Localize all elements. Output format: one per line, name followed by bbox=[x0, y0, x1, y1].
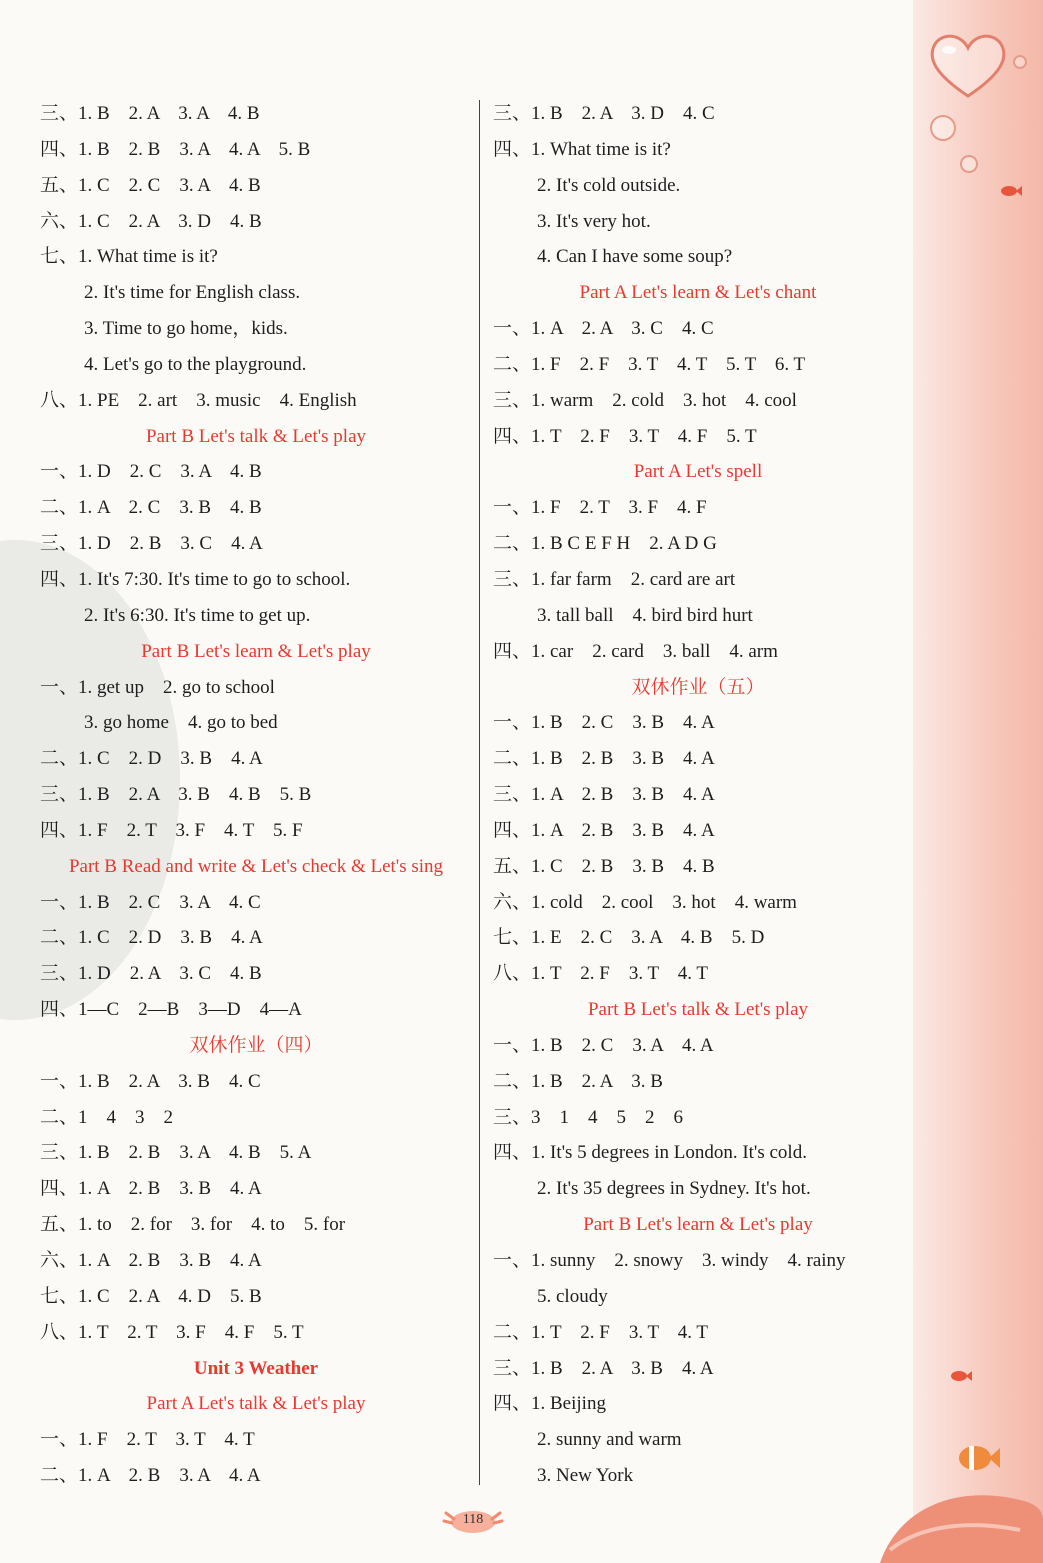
answer-line: 3. go home 4. go to bed bbox=[84, 712, 278, 734]
answer-line: 一、1. B 2. C 3. B 4. A bbox=[493, 712, 715, 734]
answer-line: 三、1. B 2. A 3. A 4. B bbox=[40, 103, 260, 124]
answer-line: 四、1. A 2. B 3. B 4. A bbox=[40, 1178, 262, 1200]
answer-line: 七、1. E 2. C 3. A 4. B 5. D bbox=[493, 927, 765, 949]
answer-line: 四、1. B 2. B 3. A 4. A 5. B bbox=[40, 138, 311, 160]
section-heading: 双休作业（五） bbox=[631, 676, 765, 698]
answer-line: 七、1. What time is it? bbox=[40, 246, 218, 268]
fish-icon bbox=[950, 1370, 972, 1382]
answer-line: 一、1. B 2. C 3. A 4. A bbox=[493, 1034, 714, 1056]
answer-line: 二、1. B 2. B 3. B 4. A bbox=[493, 748, 715, 770]
answer-line: 3. tall ball 4. bird bird hurt bbox=[537, 604, 753, 626]
answer-line: 四、1. It's 5 degrees in London. It's cold. bbox=[493, 1142, 807, 1164]
answer-line: 五、1. to 2. for 3. for 4. to 5. for bbox=[40, 1214, 346, 1236]
answer-line: 三、1. warm 2. cold 3. hot 4. cool bbox=[493, 389, 797, 411]
answer-line: 二、1. A 2. B 3. A 4. A bbox=[40, 1465, 261, 1487]
section-heading: Part B Let's talk & Let's play bbox=[145, 425, 367, 447]
answer-line: 一、1. B 2. A 3. B 4. C bbox=[40, 1070, 261, 1092]
answer-line: 四、1. F 2. T 3. F 4. T 5. F bbox=[40, 819, 303, 841]
answer-line: 八、1. T 2. F 3. T 4. T bbox=[493, 963, 709, 985]
section-heading: Part B Let's learn & Let's play bbox=[583, 1214, 813, 1236]
answer-line: 四、1. It's 7:30. It's time to go to school. bbox=[40, 568, 351, 590]
answer-line: 四、1—C 2—B 3—D 4—A bbox=[40, 999, 302, 1021]
answer-line: 七、1. C 2. A 4. D 5. B bbox=[40, 1285, 262, 1307]
answer-line: 五、1. C 2. B 3. B 4. B bbox=[493, 855, 715, 877]
section-heading: Part B Let's learn & Let's play bbox=[141, 640, 371, 662]
answer-line: 二、1 4 3 2 bbox=[40, 1106, 174, 1128]
answer-line: 3. New York bbox=[537, 1465, 634, 1487]
fish-icon bbox=[1000, 185, 1022, 197]
answer-line: 一、1. sunny 2. snowy 3. windy 4. rainy bbox=[493, 1250, 846, 1271]
answer-line: 二、1. T 2. F 3. T 4. T bbox=[493, 1321, 709, 1343]
page-number-badge bbox=[440, 1505, 506, 1535]
heart-bubble-icon bbox=[925, 30, 1011, 100]
section-heading: Part B Let's talk & Let's play bbox=[587, 999, 809, 1021]
answer-line: 2. It's cold outside. bbox=[537, 174, 681, 196]
answer-line: 四、1. What time is it? bbox=[493, 138, 671, 160]
section-heading: 双休作业（四） bbox=[189, 1034, 323, 1056]
answer-line: 六、1. A 2. B 3. B 4. A bbox=[40, 1250, 262, 1271]
answer-line: 三、1. far farm 2. card are art bbox=[493, 568, 736, 590]
answer-line: 4. Can I have some soup? bbox=[537, 246, 733, 268]
answer-line: 5. cloudy bbox=[537, 1285, 608, 1307]
page-number: 118 bbox=[462, 1512, 484, 1527]
answer-line: 二、1. F 2. F 3. T 4. T 5. T 6. T bbox=[493, 353, 806, 375]
answer-line: 四、1. Beijing bbox=[493, 1393, 606, 1415]
answer-line: 2. It's time for English class. bbox=[84, 282, 301, 304]
answer-line: 一、1. D 2. C 3. A 4. B bbox=[40, 461, 262, 483]
answer-line: 三、3 1 4 5 2 6 bbox=[493, 1106, 684, 1128]
bubble-icon bbox=[960, 155, 978, 173]
answer-line: 三、1. B 2. A 3. D 4. C bbox=[493, 103, 715, 124]
answer-column-right bbox=[493, 96, 903, 1494]
answer-line: 3. Time to go home，kids. bbox=[84, 318, 288, 340]
answer-line: 四、1. A 2. B 3. B 4. A bbox=[493, 819, 715, 841]
answer-line: 三、1. B 2. A 3. B 4. B 5. B bbox=[40, 784, 312, 806]
answer-line: 二、1. B C E F H 2. A D G bbox=[493, 533, 717, 555]
answer-line: 二、1. A 2. C 3. B 4. B bbox=[40, 497, 262, 519]
bubble-icon bbox=[930, 115, 956, 141]
section-heading: Part B Read and write & Let's check & Let's sing bbox=[68, 855, 444, 877]
answer-line: 一、1. A 2. A 3. C 4. C bbox=[493, 318, 714, 340]
answer-line: 四、1. car 2. card 3. ball 4. arm bbox=[493, 640, 778, 662]
answer-line: 三、1. D 2. B 3. C 4. A bbox=[40, 533, 263, 555]
answer-line: 三、1. B 2. A 3. B 4. A bbox=[493, 1357, 714, 1379]
answer-line: 一、1. B 2. C 3. A 4. C bbox=[40, 891, 261, 913]
answer-line: 一、1. F 2. T 3. F 4. F bbox=[493, 497, 707, 519]
answer-line: 五、1. C 2. C 3. A 4. B bbox=[40, 174, 261, 196]
section-heading: Part A Let's talk & Let's play bbox=[146, 1393, 366, 1415]
answer-line: 2. It's 35 degrees in Sydney. It's hot. bbox=[537, 1178, 811, 1200]
answer-line: 三、1. B 2. B 3. A 4. B 5. A bbox=[40, 1142, 312, 1164]
answer-line: 2. sunny and warm bbox=[537, 1429, 682, 1451]
answer-line: 三、1. A 2. B 3. B 4. A bbox=[493, 784, 715, 806]
decorative-side-band bbox=[913, 0, 1043, 1563]
answer-line: 4. Let's go to the playground. bbox=[84, 353, 307, 375]
bubble-icon bbox=[1013, 55, 1027, 69]
answer-line: 一、1. F 2. T 3. T 4. T bbox=[40, 1429, 255, 1451]
answer-line: 八、1. T 2. T 3. F 4. F 5. T bbox=[40, 1321, 304, 1343]
answer-line: 四、1. T 2. F 3. T 4. F 5. T bbox=[493, 425, 757, 447]
whale-icon bbox=[880, 1465, 1043, 1563]
answer-line: 一、1. get up 2. go to school bbox=[40, 676, 275, 698]
answer-line: 二、1. B 2. A 3. B bbox=[493, 1070, 663, 1092]
answer-line: 八、1. PE 2. art 3. music 4. English bbox=[40, 389, 357, 411]
section-heading: Part A Let's learn & Let's chant bbox=[579, 282, 817, 304]
answer-line: 二、1. C 2. D 3. B 4. A bbox=[40, 748, 263, 770]
column-divider bbox=[479, 100, 480, 1485]
section-heading: Part A Let's spell bbox=[633, 461, 763, 483]
answer-line: 六、1. cold 2. cool 3. hot 4. warm bbox=[493, 891, 797, 913]
unit-heading: Unit 3 Weather bbox=[193, 1357, 319, 1379]
answer-line: 3. It's very hot. bbox=[537, 210, 651, 232]
answer-line: 二、1. C 2. D 3. B 4. A bbox=[40, 927, 263, 949]
answer-line: 六、1. C 2. A 3. D 4. B bbox=[40, 210, 262, 232]
answer-column-left bbox=[40, 96, 472, 1494]
answer-line: 2. It's 6:30. It's time to get up. bbox=[84, 604, 311, 626]
answer-line: 三、1. D 2. A 3. C 4. B bbox=[40, 963, 262, 985]
